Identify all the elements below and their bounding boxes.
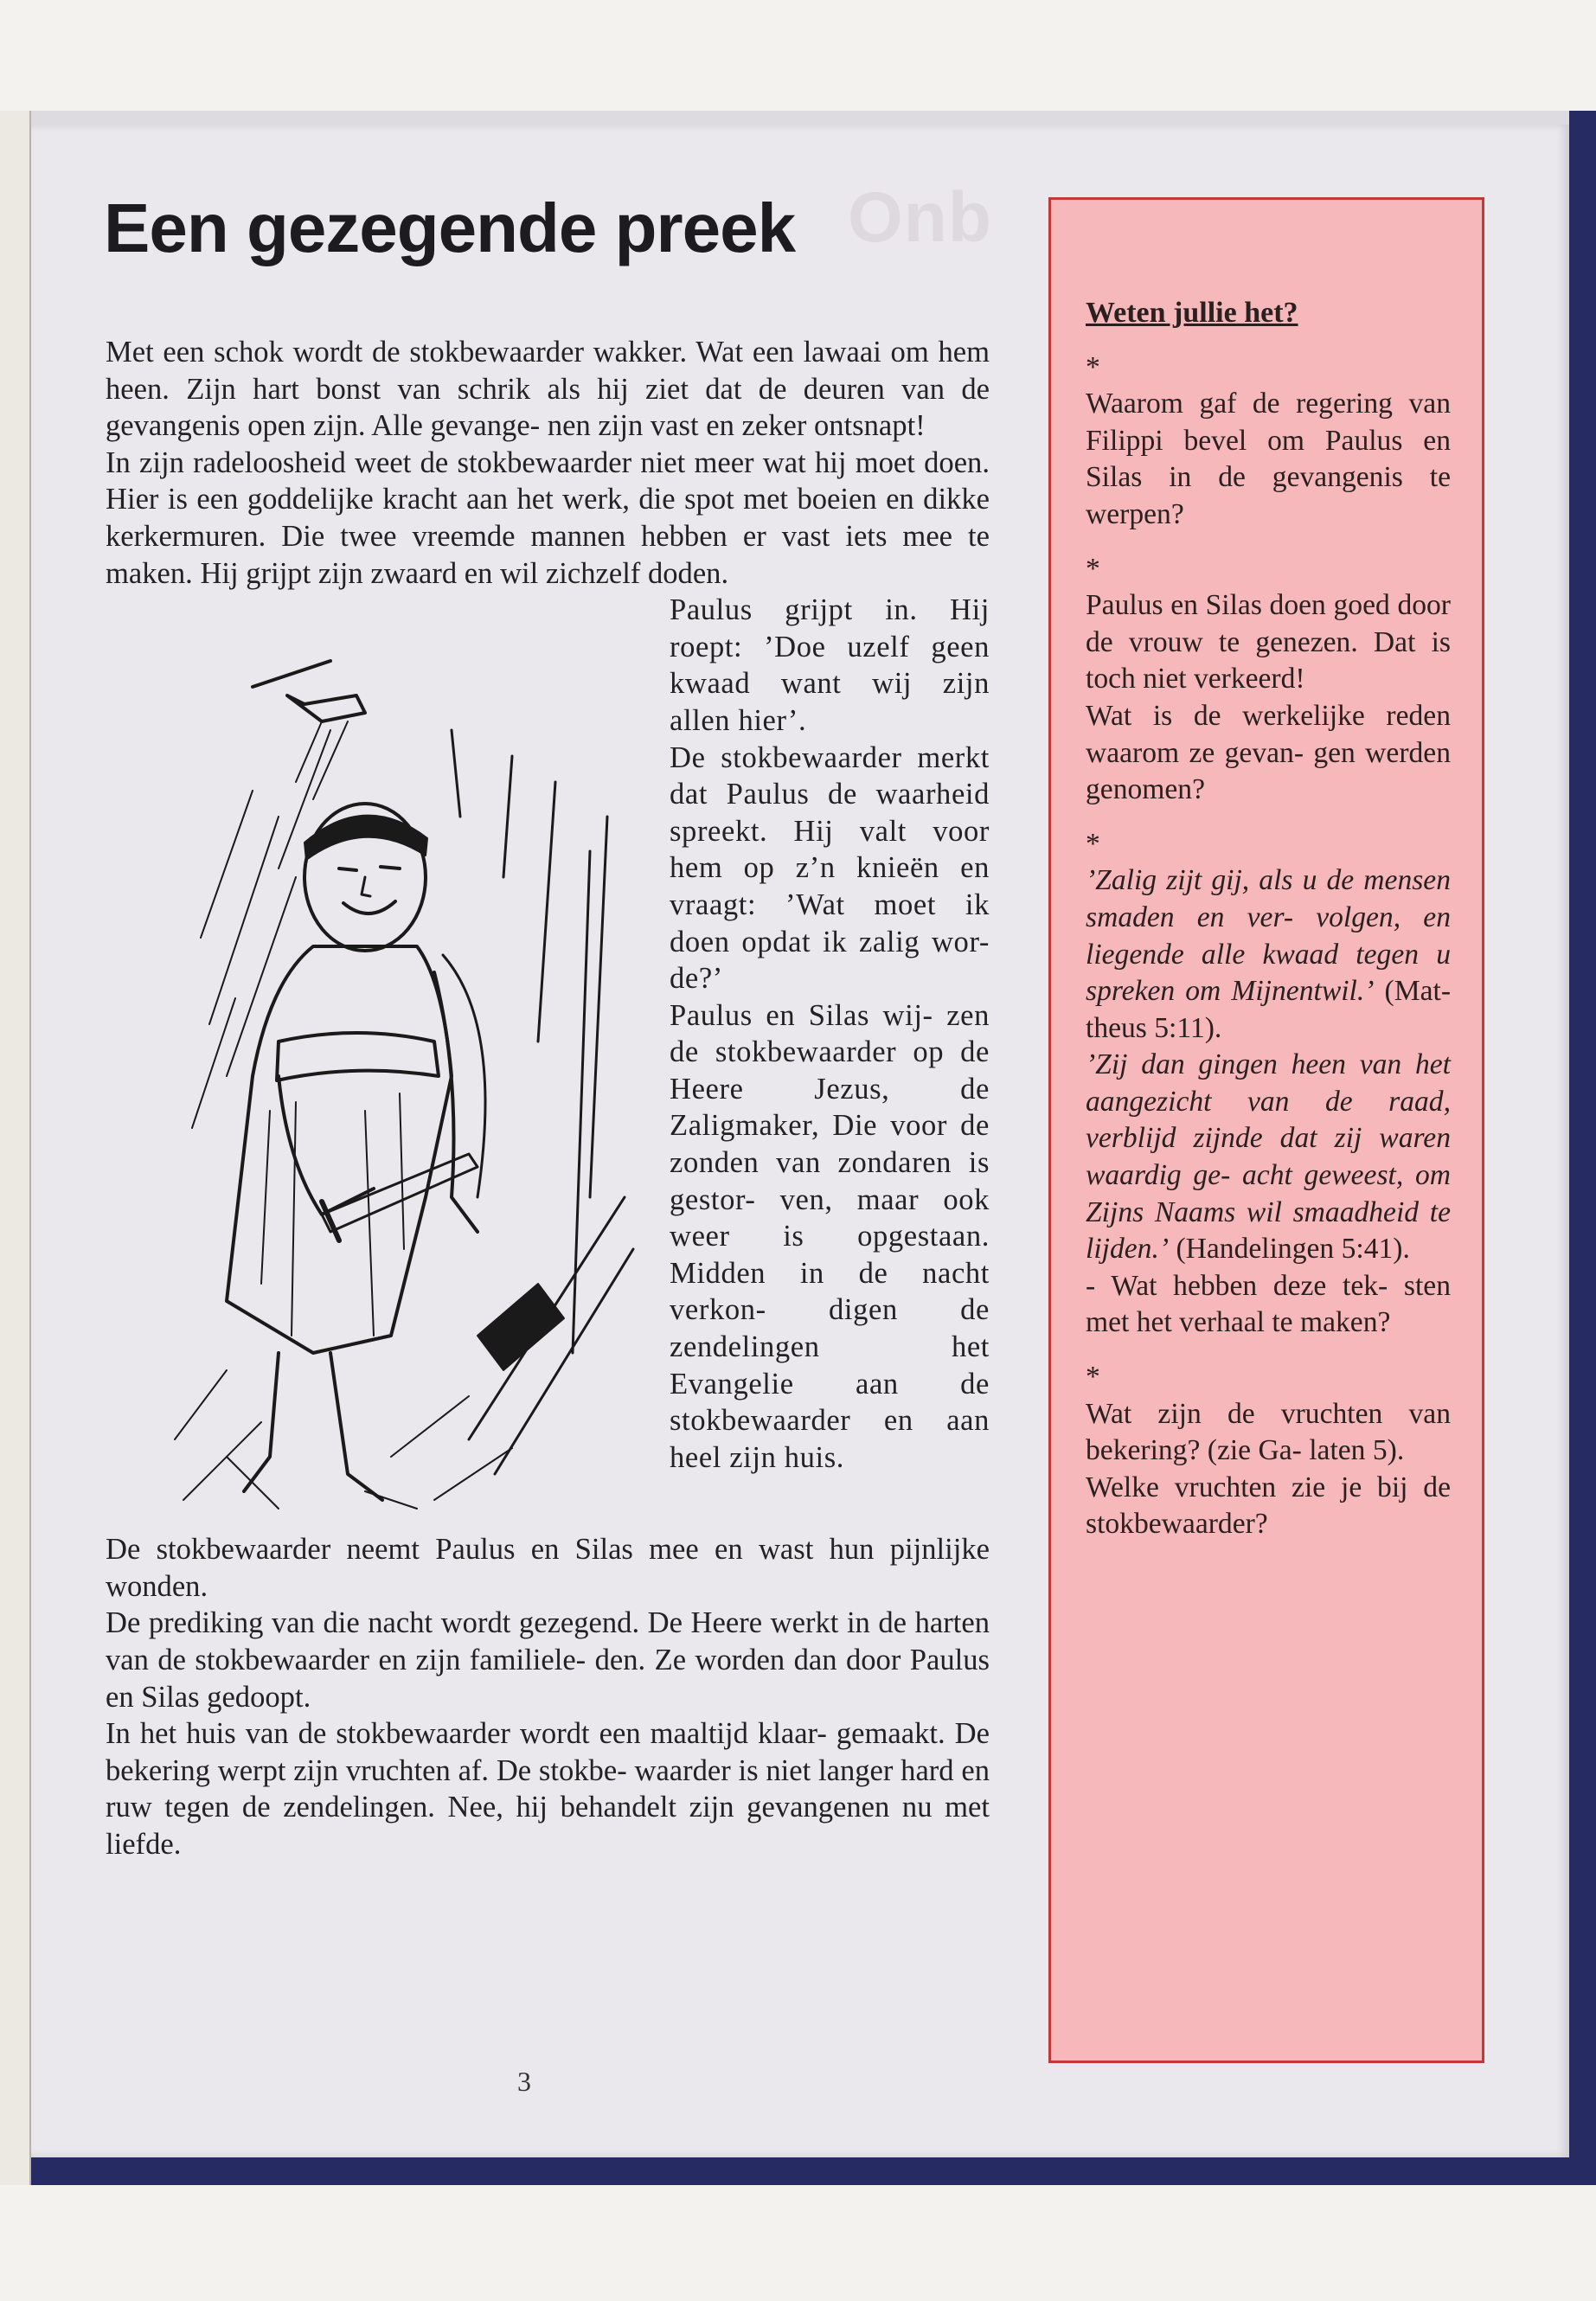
quote-reference: (Mat- theus 5:11). [1086,975,1451,1044]
paragraph: Paulus en Silas wij- zen de stokbewaarder op de Heere Jezus, de Zaligmaker, Die voor de zonden van zondaren is gestor- ven, maar ook weer is opgestaan. Midden in de nacht verkon- digen de zendelingen het Evangelie aan de stokbewaarder en aan heel zijn huis. [670,998,990,1474]
page-title: Een gezegende preek [104,189,796,266]
question-3: - Wat hebben deze tek- sten met het verhaal te maken? [1086,1269,1451,1339]
quote-acts [1086,1047,1451,1268]
side-column-text [670,592,990,1476]
show-through-title: Onb [848,178,992,257]
previous-page-edge [0,111,31,2185]
paragraph: De stokbewaarder merkt dat Paulus de waarheid spreekt. Hij valt voor hem op z’n knieën en vraagt: ’Wat moet ik doen opdat ik zalig wor- de?’ [670,740,990,996]
page-number: 3 [517,2066,531,2097]
question-1: Waarom gaf de regering van Filippi bevel om Paulus en Silas in de gevangenis te werpen? [1086,388,1451,530]
paragraph: De stokbewaarder neemt Paulus en Silas mee en wast hun pijnlijke wonden. [106,1533,990,1603]
quote-text: ’Zalig zijt gij, als u de mensen smaden en ver- volgen, en liegende alle kwaad tegen u spreken om Mijnentwil.’ [1086,864,1451,1008]
star-separator: * [1086,552,1100,585]
quote-text: ’Zij dan gingen heen van het aangezicht van de raad, verblijd zijnde dat zij waren waardig ge- acht geweest, om Zijns Naams wil smaadheid te lijden.’ [1086,1048,1451,1266]
question-2b: Wat is de werkelijke reden waarom ze gevan- gen werden genomen? [1086,699,1451,806]
question-4b: Welke vruchten zie je bij de stokbewaarder? [1086,1471,1451,1541]
paragraph: In het huis van de stokbewaarder wordt een maaltijd klaar- gemaakt. De bekering werpt zijn vruchten af. De stokbe- waarder is niet langer hard en ruw tegen de zendelingen. Nee, hij behandelt zijn gevangenen nu met liefde. [106,1717,990,1861]
star-separator: * [1086,1361,1100,1394]
quote-matthew [1086,862,1451,1047]
question-2a: Paulus en Silas doen goed door de vrouw te genezen. Dat is toch niet verkeerd! [1086,589,1451,695]
sidebar-heading: Weten jullie het? [1086,297,1298,329]
question-4a: Wat zijn de vruchten van bekering? (zie Ga- laten 5). [1086,1397,1451,1467]
star-separator: * [1086,827,1100,860]
sidebar-content [1086,295,1451,1543]
illustration-with-column [106,592,990,1531]
star-separator: * [1086,350,1100,383]
paragraph: Met een schok wordt de stokbewaarder wakker. Wat een lawaai om hem heen. Zijn hart bonst van schrik als hij ziet dat de deuren van de gevangenis open zijn. Alle gevange- nen zijn vast en zeker ontsnapt! [106,336,990,443]
jailer-illustration [106,592,659,1526]
article-body [106,334,990,1863]
paragraph: De prediking van die nacht wordt gezegend. De Heere werkt in de harten van de stokbewaarder en zijn familiele- den. Ze worden dan door Paulus en Silas gedoopt. [106,1606,990,1714]
paragraph: In zijn radeloosheid weet de stokbewaarder niet meer wat hij moet doen. Hier is een goddelijke kracht aan het werk, die spot met boeien en dikke kerkermuren. Die twee vreemde mannen hebben er vast iets mee te maken. Hij grijpt zijn zwaard en wil zichzelf doden. [106,445,990,590]
quote-reference: (Handelingen 5:41). [1176,1233,1410,1266]
paragraph: Paulus grijpt in. Hij roept: ’Doe uzelf geen kwaad want wij zijn allen hier’. [670,593,990,737]
questions-sidebar [1048,197,1484,2063]
